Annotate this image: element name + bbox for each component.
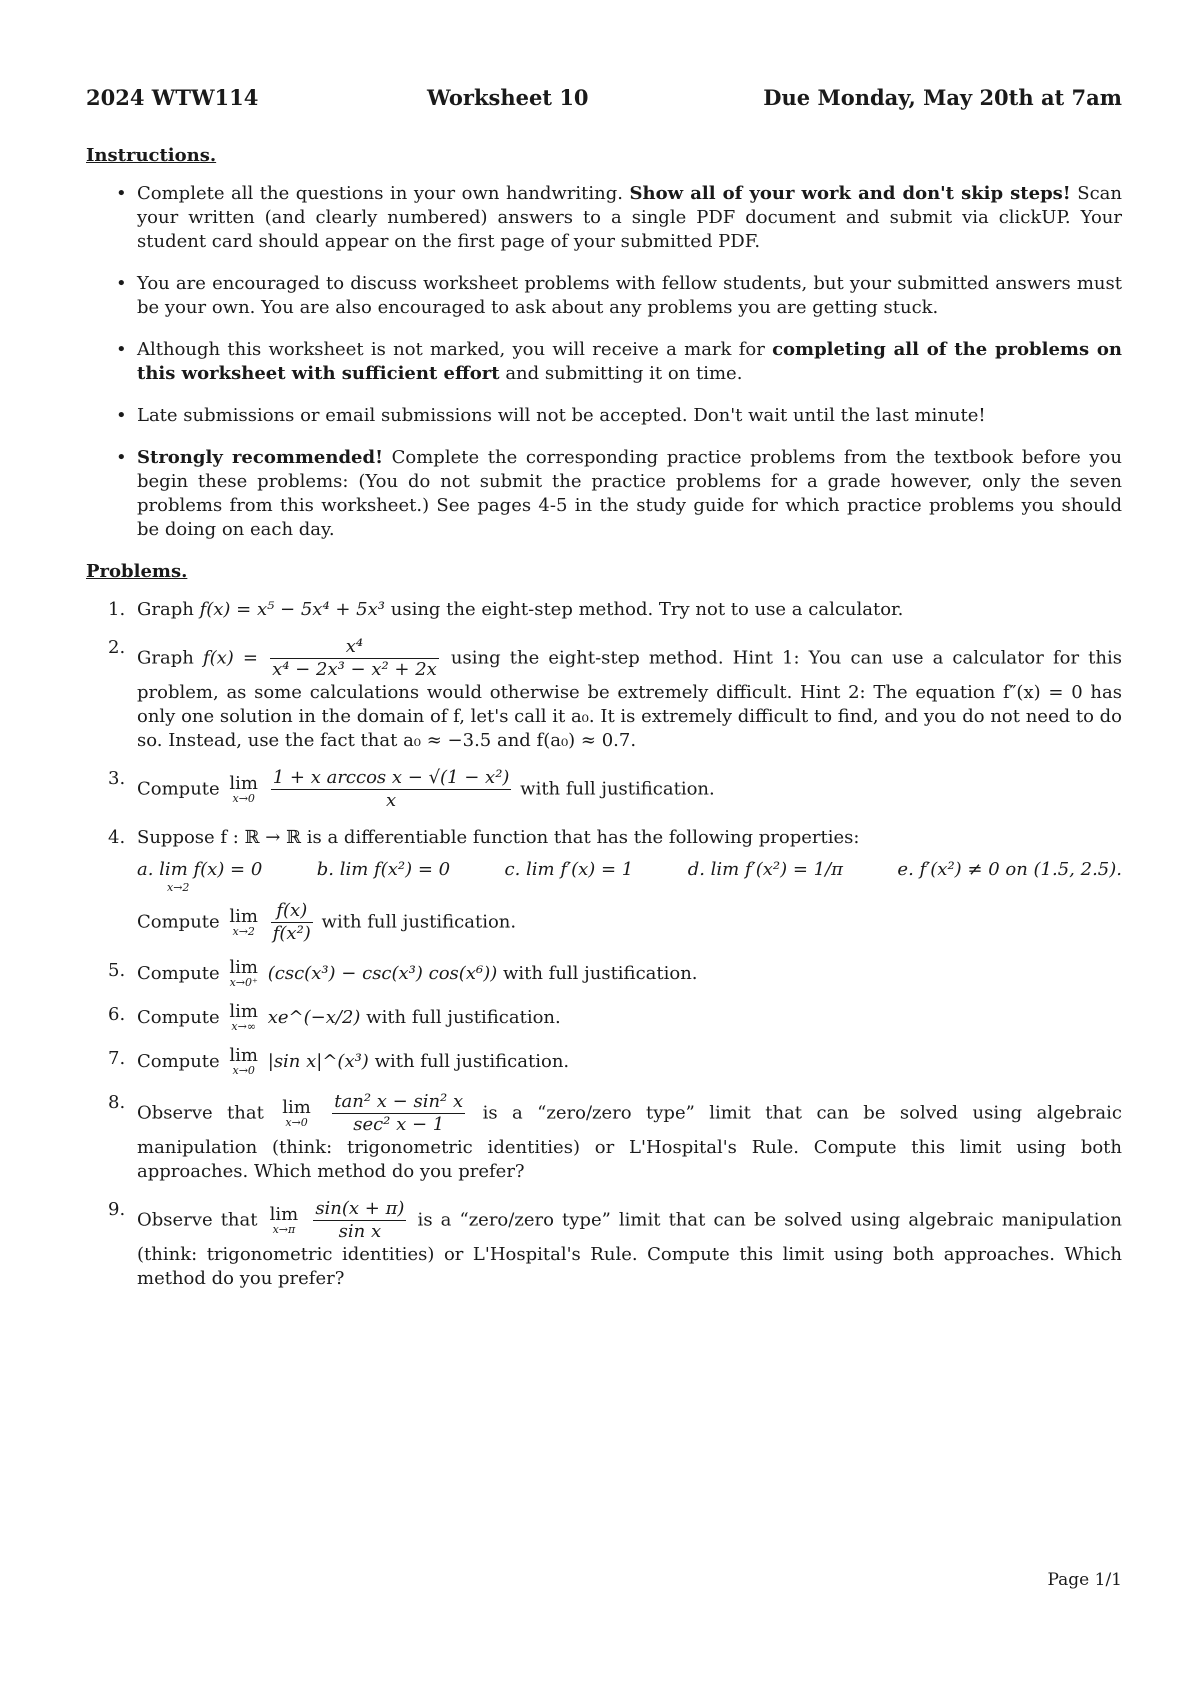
item-text: Scan your written (and clearly numbered) answers to a single PDF document and submit via clickUP. Your student card should appear on the first page of your submitted PDF.	[137, 183, 1122, 252]
item-text: Complete all the questions in your own handwriting.	[137, 183, 630, 204]
item-text: You are encouraged to discuss worksheet problems with fellow students, but your submitted answers must be your own. You are also encouraged to ask about any problems you are getting stuck.	[137, 273, 1122, 318]
limit-operator: lim	[282, 1096, 311, 1118]
limit-operator: lim	[269, 1203, 299, 1225]
problem-text: Compute	[137, 911, 220, 933]
problem-number: 9.	[108, 1199, 126, 1220]
problem-text: using the eight-step method. Try not to use a calculator.	[385, 599, 904, 620]
problem-text: Suppose f : ℝ → ℝ is a differentiable function that has the following properties:	[137, 827, 860, 848]
denominator: sin x	[338, 1221, 382, 1242]
math-expr: xe^(−x/2)	[267, 1007, 361, 1028]
limit	[269, 1203, 299, 1236]
limit-subscript: x→0⁺	[229, 976, 258, 989]
limit-subscript: x→0	[232, 791, 255, 805]
problem-text: Graph	[137, 647, 203, 669]
problem-text: Observe that	[137, 1102, 264, 1124]
properties-limit-subscript: x→2	[167, 881, 190, 894]
list-item	[86, 338, 1122, 386]
problem-text: Observe that	[137, 1209, 258, 1231]
item-bold: Strongly recommended!	[137, 447, 383, 468]
problem-text: with full justification.	[514, 778, 715, 800]
problem-number: 4.	[108, 827, 126, 848]
problem-4-question	[137, 900, 1122, 945]
problem-number: 3.	[108, 768, 126, 789]
item-text: Although this worksheet is not marked, you will receive a mark for	[137, 339, 773, 360]
bullet-icon: •	[116, 405, 127, 426]
problem-text: Compute	[137, 1007, 220, 1028]
problem-text: is a “zero/zero type” limit that can be solved using algebraic manipulation (think: trigonometric identities) or L'Hospital's Rule. Compute this limit using both approaches. Which method do you prefer?	[137, 1102, 1122, 1182]
limit-subscript: x→0	[285, 1115, 308, 1129]
problem-text: is a “zero/zero type” limit that can be solved using algebraic manipulation (think: trigonometric identities) or L'Hospital's Rule. Compute this limit using both approaches. Which method do you prefer?	[137, 1209, 1122, 1289]
limit-subscript: x→0	[232, 1064, 255, 1077]
math-expr: f(x) =	[202, 647, 258, 669]
problem-3	[86, 767, 1122, 812]
limit	[282, 1096, 311, 1129]
item-bold: Show all of your work and don't skip steps!	[629, 183, 1071, 204]
bullet-icon: •	[116, 273, 127, 294]
property-b: b. lim f(x²) = 0	[316, 859, 451, 880]
limit-operator: lim	[229, 957, 259, 978]
problem-text: Compute	[137, 963, 220, 984]
problem-text: Compute	[137, 778, 220, 800]
bullet-icon: •	[116, 183, 127, 204]
item-text: Complete the corresponding practice problems from the textbook before you begin these problems: (You do not submit the practice problems for a grade however, only the seven problems from this worksheet.) See pages 4-5 in the study guide for which practice problems you should be doing on each day.	[137, 447, 1122, 540]
math-expr: |sin x|^(x³)	[267, 1051, 369, 1072]
fraction	[313, 1198, 406, 1243]
limit	[229, 772, 259, 805]
problem-6	[86, 1003, 1122, 1033]
list-item	[86, 446, 1122, 542]
limit	[229, 1003, 258, 1033]
problem-1	[86, 598, 1122, 622]
fraction	[332, 1091, 465, 1136]
list-item	[86, 272, 1122, 320]
limit	[229, 905, 259, 938]
numerator: x⁴	[270, 636, 439, 659]
bullet-icon: •	[116, 339, 127, 360]
limit-operator: lim	[229, 1001, 259, 1022]
problem-text: using the eight-step method. Hint 1: You can use a calculator for this problem, as some calculations would otherwise be extremely difficult. Hint 2: The equation f″(x) = 0 has only one solution in the domain of f, let's call it a₀. It is extremely difficult to find, and you do not need to do so. Instead, use the fact that a₀ ≈ −3.5 and f(a₀) ≈ 0.7.	[137, 647, 1122, 751]
problem-2	[86, 636, 1122, 753]
problem-text: with full justification.	[497, 963, 698, 984]
problem-text: Graph	[137, 599, 200, 620]
problem-8	[86, 1091, 1122, 1184]
fraction	[271, 767, 512, 812]
problem-number: 5.	[108, 960, 126, 981]
problem-number: 1.	[108, 599, 126, 620]
problem-number: 8.	[108, 1092, 126, 1113]
course-code: 2024 WTW114	[86, 85, 259, 110]
bullet-icon: •	[116, 447, 127, 468]
list-item	[86, 404, 1122, 428]
math-expr: f(x) = x⁵ − 5x⁴ + 5x³	[199, 599, 386, 620]
denominator: sec² x − 1	[353, 1114, 445, 1135]
problem-9	[86, 1198, 1122, 1291]
numerator: f(x)	[271, 900, 313, 923]
limit-subscript: x→2	[232, 924, 255, 938]
problem-text: Compute	[137, 1051, 220, 1072]
instructions-heading: Instructions.	[86, 145, 217, 166]
item-text: and submitting it on time.	[499, 363, 743, 384]
problem-number: 6.	[108, 1004, 126, 1025]
due-date: Due Monday, May 20th at 7am	[763, 85, 1122, 110]
list-item	[86, 182, 1122, 254]
problem-text: with full justification.	[360, 1007, 561, 1028]
numerator: tan² x − sin² x	[334, 1091, 464, 1112]
limit-subscript: x→∞	[231, 1020, 257, 1033]
limit	[229, 959, 258, 989]
item-text: Late submissions or email submissions will not be accepted. Don't wait until the last minute!	[137, 405, 986, 426]
math-expr: (csc(x³) − csc(x³) cos(x⁶))	[267, 963, 498, 984]
numerator: sin(x + π)	[315, 1198, 405, 1219]
property-c: c. lim f′(x) = 1	[504, 859, 634, 880]
problems-list	[86, 598, 1122, 1305]
denominator: x	[386, 790, 397, 811]
limit-operator: lim	[229, 772, 259, 794]
problem-7	[86, 1047, 1122, 1077]
limit-subscript: x→π	[272, 1222, 296, 1236]
limit-operator: lim	[229, 1045, 259, 1066]
denominator: f(x²)	[272, 923, 311, 944]
fraction	[271, 900, 313, 945]
problem-number: 7.	[108, 1048, 126, 1069]
problem-number: 2.	[108, 637, 126, 658]
item-bold: completing all of the problems on this worksheet with sufficient effort	[137, 339, 1122, 384]
problem-text: with full justification.	[315, 911, 517, 933]
limit	[229, 1047, 258, 1077]
fraction	[270, 636, 439, 681]
header	[86, 86, 1122, 116]
worksheet-title: Worksheet 10	[427, 85, 589, 110]
property-d: d. lim f′(x²) = 1/π	[687, 859, 843, 880]
instructions-list	[86, 182, 1122, 560]
property-a: a. lim f(x) = 0	[137, 859, 263, 880]
limit-operator: lim	[229, 905, 259, 927]
problem-text: with full justification.	[368, 1051, 570, 1072]
problem-4	[86, 826, 1122, 945]
numerator: 1 + x arccos x − √(1 − x²)	[272, 767, 510, 788]
property-e: e. f′(x²) ≠ 0 on (1.5, 2.5).	[897, 859, 1122, 880]
problems-heading: Problems.	[86, 561, 188, 582]
problem-5	[86, 959, 1122, 989]
denominator: x⁴ − 2x³ − x² + 2x	[272, 659, 437, 680]
page-number: Page 1/1	[1047, 1570, 1122, 1590]
properties-row	[137, 858, 1122, 882]
